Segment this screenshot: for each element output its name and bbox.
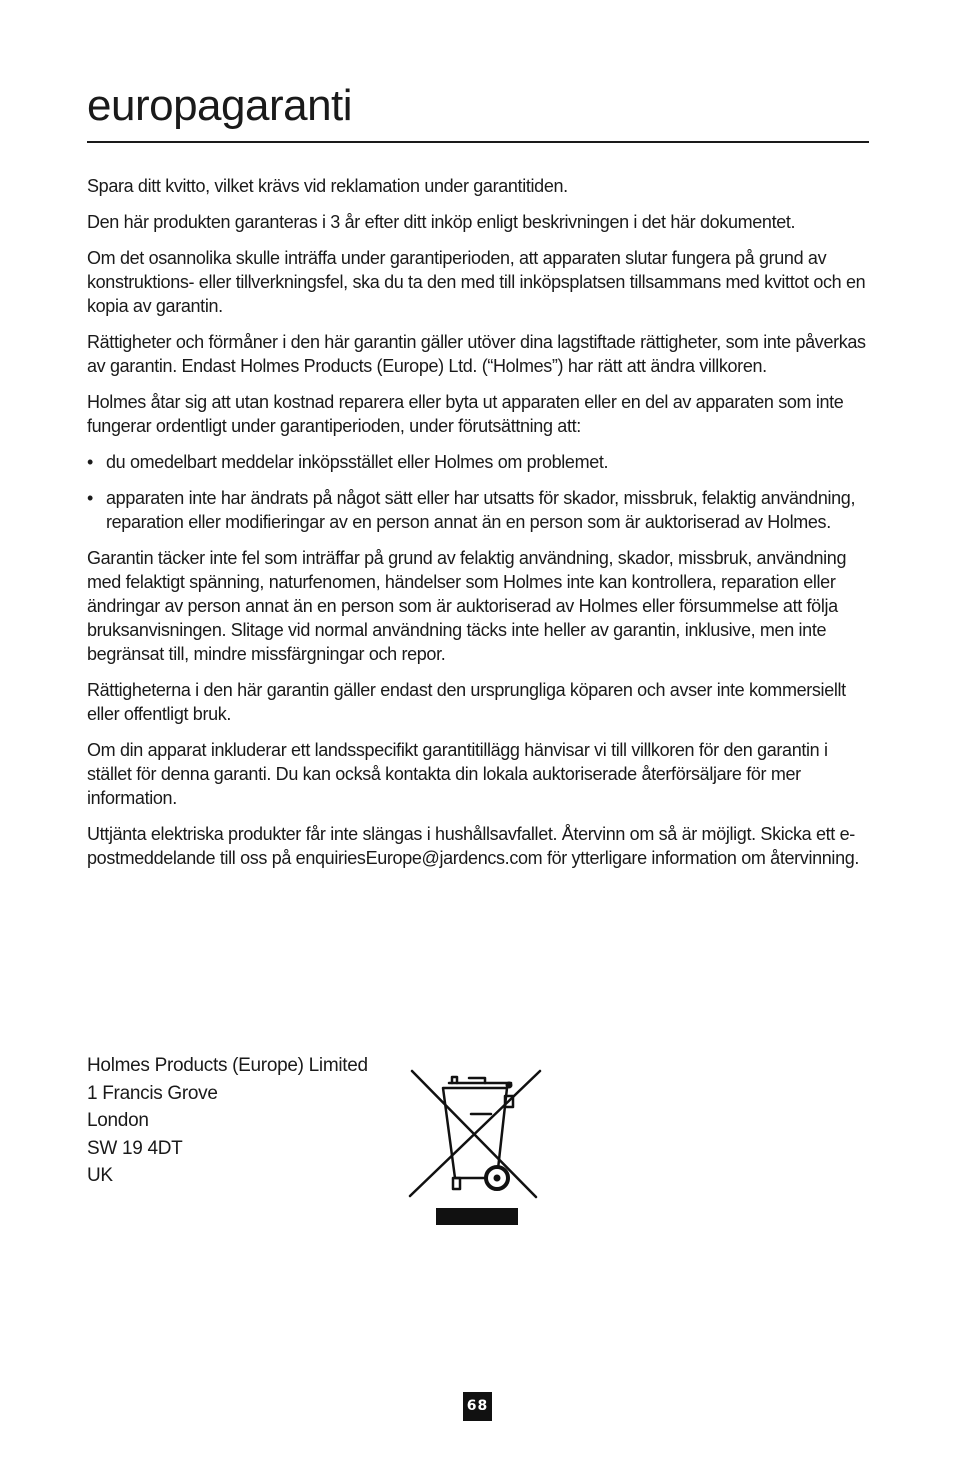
warranty-body xyxy=(87,174,869,882)
paragraph-repair-conditions: Holmes åtar sig att utan kostnad reparera eller byta ut apparaten eller en del av apparaten som inte fungerar ordentligt under garantiperioden, under förutsättning att: xyxy=(87,392,844,436)
conditions-list xyxy=(87,450,869,534)
paragraph-guarantee-period: Den här produkten garanteras i 3 år efter ditt inköp enligt beskrivningen i det här dokumentet. xyxy=(87,212,796,232)
page-title: europagaranti xyxy=(87,81,353,130)
page-number: 68 xyxy=(463,1392,492,1421)
list-item xyxy=(87,486,869,534)
paragraph-exclusions: Garantin täcker inte fel som inträffar på grund av felaktig användning, skador, missbruk, användning med felaktigt spänning, naturfenomen, händelser som Holmes inte kan kontrollera, reparation eller ändringar av person annat än en person som är auktoriserad av Holmes eller försummelse att följa bruksanvisningen. Slitage vid normal användning täcks inte heller av garantin, inklusive, men inte begränsat till, mindre missfärgningar och repor. xyxy=(87,548,847,664)
list-item-text: apparaten inte har ändrats på något sätt eller har utsatts för skador, missbruk, felaktig användning, reparation eller modifieringar av en person annat än en person som är auktoriserad av Holmes. xyxy=(106,488,856,532)
company-address xyxy=(87,1052,368,1190)
paragraph-original-purchaser: Rättigheterna i den här garantin gäller endast den ursprungliga köparen och avser inte kommersiellt eller offentligt bruk. xyxy=(87,680,846,724)
paragraph-statutory-rights: Rättigheter och förmåner i den här garantin gäller utöver dina lagstiftade rättigheter, som inte påverkas av garantin. Endast Holmes Products (Europe) Ltd. (“Holmes”) har rätt att ändra villkoren. xyxy=(87,332,866,376)
paragraph-country-specific: Om din apparat inkluderar ett landsspecifikt garantitillägg hänvisar vi till villkoren för den garantin i stället för denna garanti. Du kan också kontakta din lokala auktoriserade återförsäljare för mer information. xyxy=(87,740,828,808)
list-item xyxy=(87,450,869,474)
paragraph-defect-return: Om det osannolika skulle inträffa under garantiperioden, att apparaten slutar fungera på grund av konstruktions- eller tillverkningsfel, ska du ta den med till inköpsplatsen tillsammans med kvittot och en kopia av garantin. xyxy=(87,248,866,316)
address-line-city: London xyxy=(87,1110,149,1131)
list-item-text: du omedelbart meddelar inköpsstället eller Holmes om problemet. xyxy=(106,452,609,472)
address-line-country: UK xyxy=(87,1165,113,1186)
paragraph-recycling: Uttjänta elektriska produkter får inte slängas i hushållsavfallet. Återvinn om så är möjligt. Skicka ett e-postmeddelande till oss på enquiriesEurope@jardencs.com för ytterligare information om återvinning. xyxy=(87,824,860,868)
bullet-marker: • xyxy=(87,488,93,508)
address-line-company: Holmes Products (Europe) Limited xyxy=(87,1055,368,1076)
paragraph-receipt: Spara ditt kvitto, vilket krävs vid reklamation under garantitiden. xyxy=(87,176,568,196)
bullet-marker: • xyxy=(87,452,93,472)
address-line-postcode: SW 19 4DT xyxy=(87,1137,183,1159)
crossed-out-wheelie-bin-icon xyxy=(405,1066,545,1228)
address-line-street: 1 Francis Grove xyxy=(87,1082,218,1104)
title-divider xyxy=(87,141,869,143)
